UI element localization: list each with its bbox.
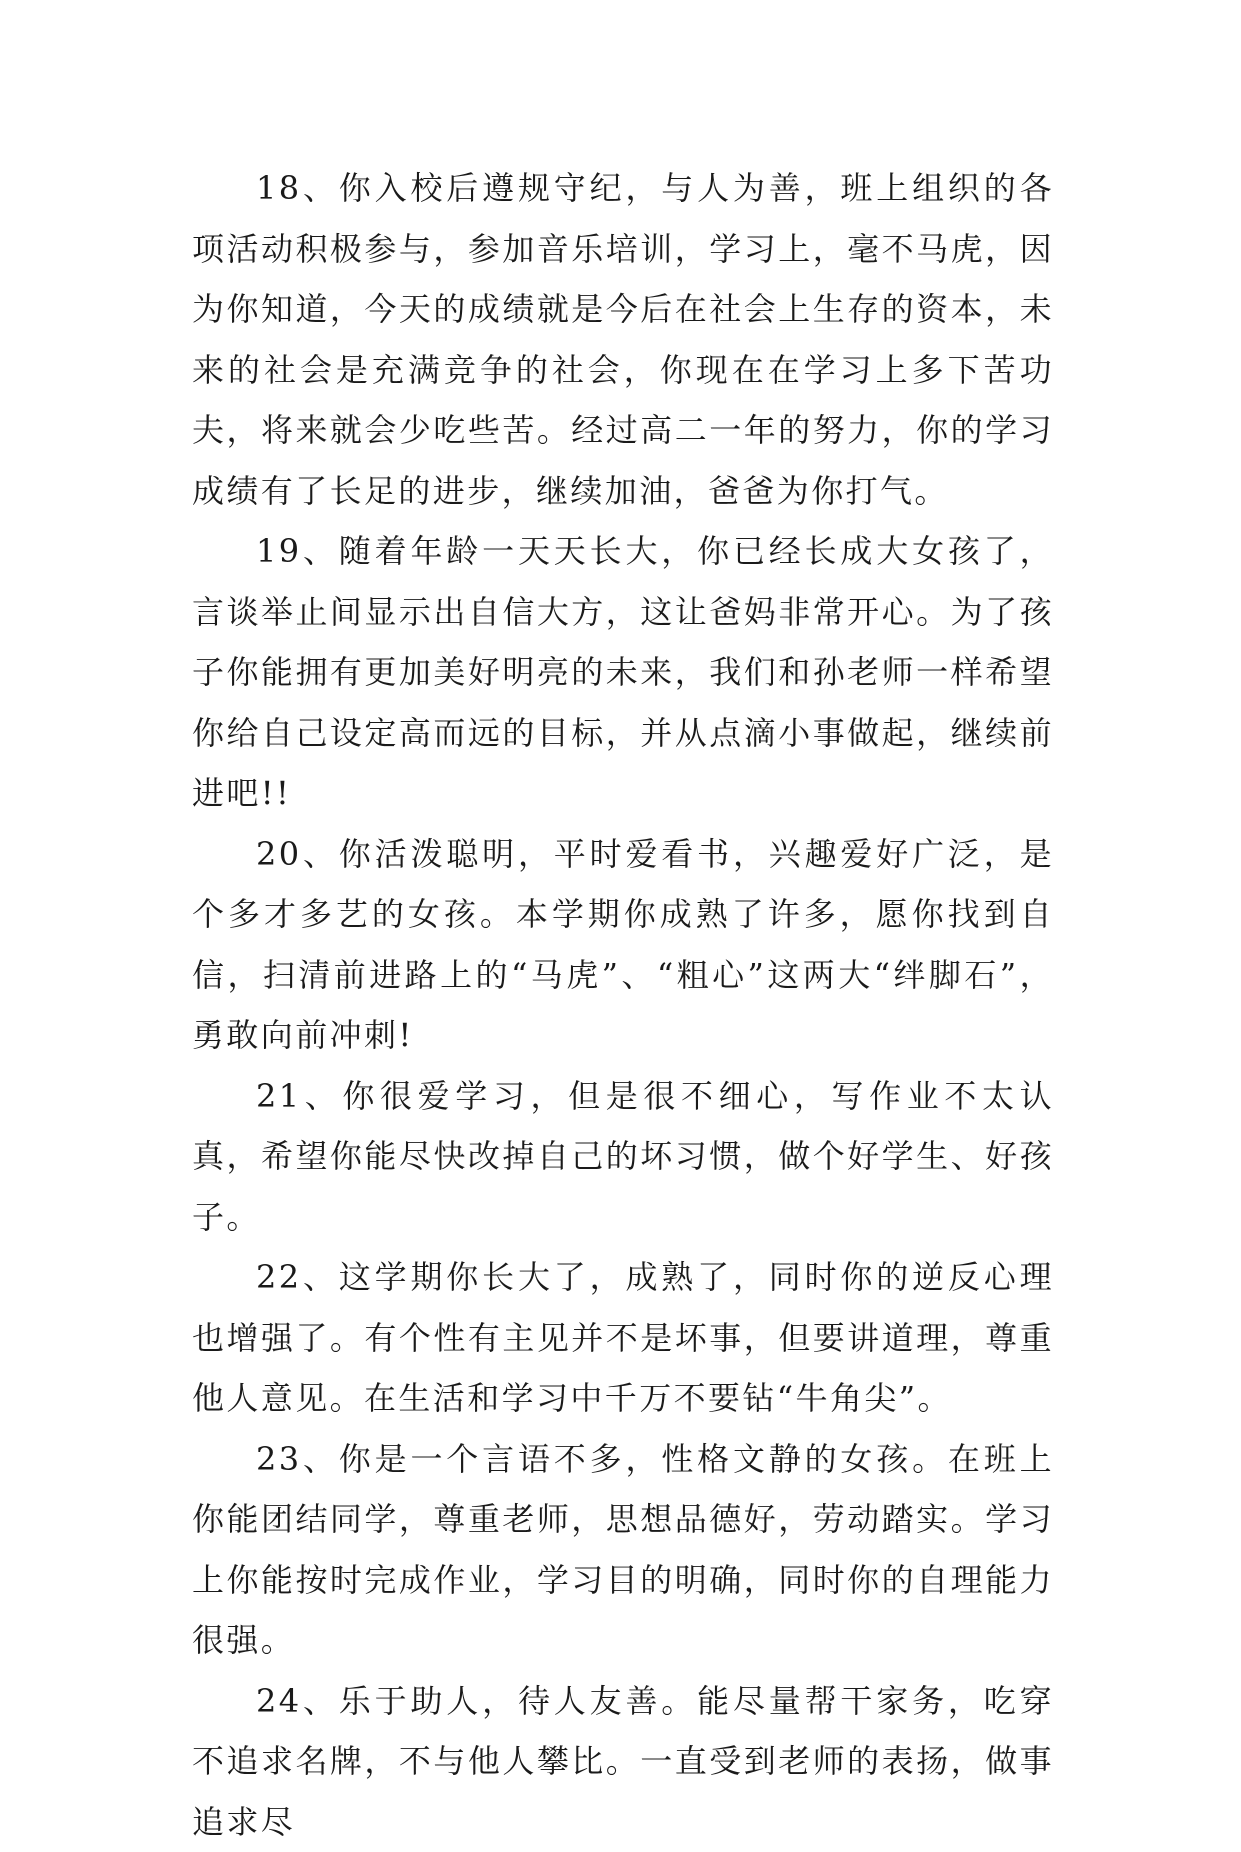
paragraph-21: 21、你很爱学习，但是很不细心，写作业不太认真，希望你能尽快改掉自己的坏习惯，做个好学生、好孩子。 [192, 1066, 1054, 1248]
document-body [192, 158, 1054, 1852]
paragraph-24: 24、乐于助人，待人友善。能尽量帮干家务，吃穿不追求名牌，不与他人攀比。一直受到老师的表扬，做事追求尽 [192, 1671, 1054, 1852]
paragraph-23: 23、你是一个言语不多，性格文静的女孩。在班上你能团结同学，尊重老师，思想品德好，劳动踏实。学习上你能按时完成作业，学习目的明确，同时你的自理能力很强。 [192, 1429, 1054, 1671]
paragraph-19: 19、随着年龄一天天长大，你已经长成大女孩了，言谈举止间显示出自信大方，这让爸妈非常开心。为了孩子你能拥有更加美好明亮的未来，我们和孙老师一样希望你给自己设定高而远的目标，并从点滴小事做起，继续前进吧!! [192, 521, 1054, 824]
paragraph-22: 22、这学期你长大了，成熟了，同时你的逆反心理也增强了。有个性有主见并不是坏事，但要讲道理，尊重他人意见。在生活和学习中千万不要钻“牛角尖”。 [192, 1247, 1054, 1429]
paragraph-18: 18、你入校后遵规守纪，与人为善，班上组织的各项活动积极参与，参加音乐培训，学习上，毫不马虎，因为你知道，今天的成绩就是今后在社会上生存的资本，未来的社会是充满竞争的社会，你现在在学习上多下苦功夫，将来就会少吃些苦。经过高二一年的努力，你的学习成绩有了长足的进步，继续加油，爸爸为你打气。 [192, 158, 1054, 521]
paragraph-20: 20、你活泼聪明，平时爱看书，兴趣爱好广泛，是个多才多艺的女孩。本学期你成熟了许多，愿你找到自信，扫清前进路上的“马虎”、“粗心”这两大“绊脚石”，勇敢向前冲刺! [192, 824, 1054, 1066]
